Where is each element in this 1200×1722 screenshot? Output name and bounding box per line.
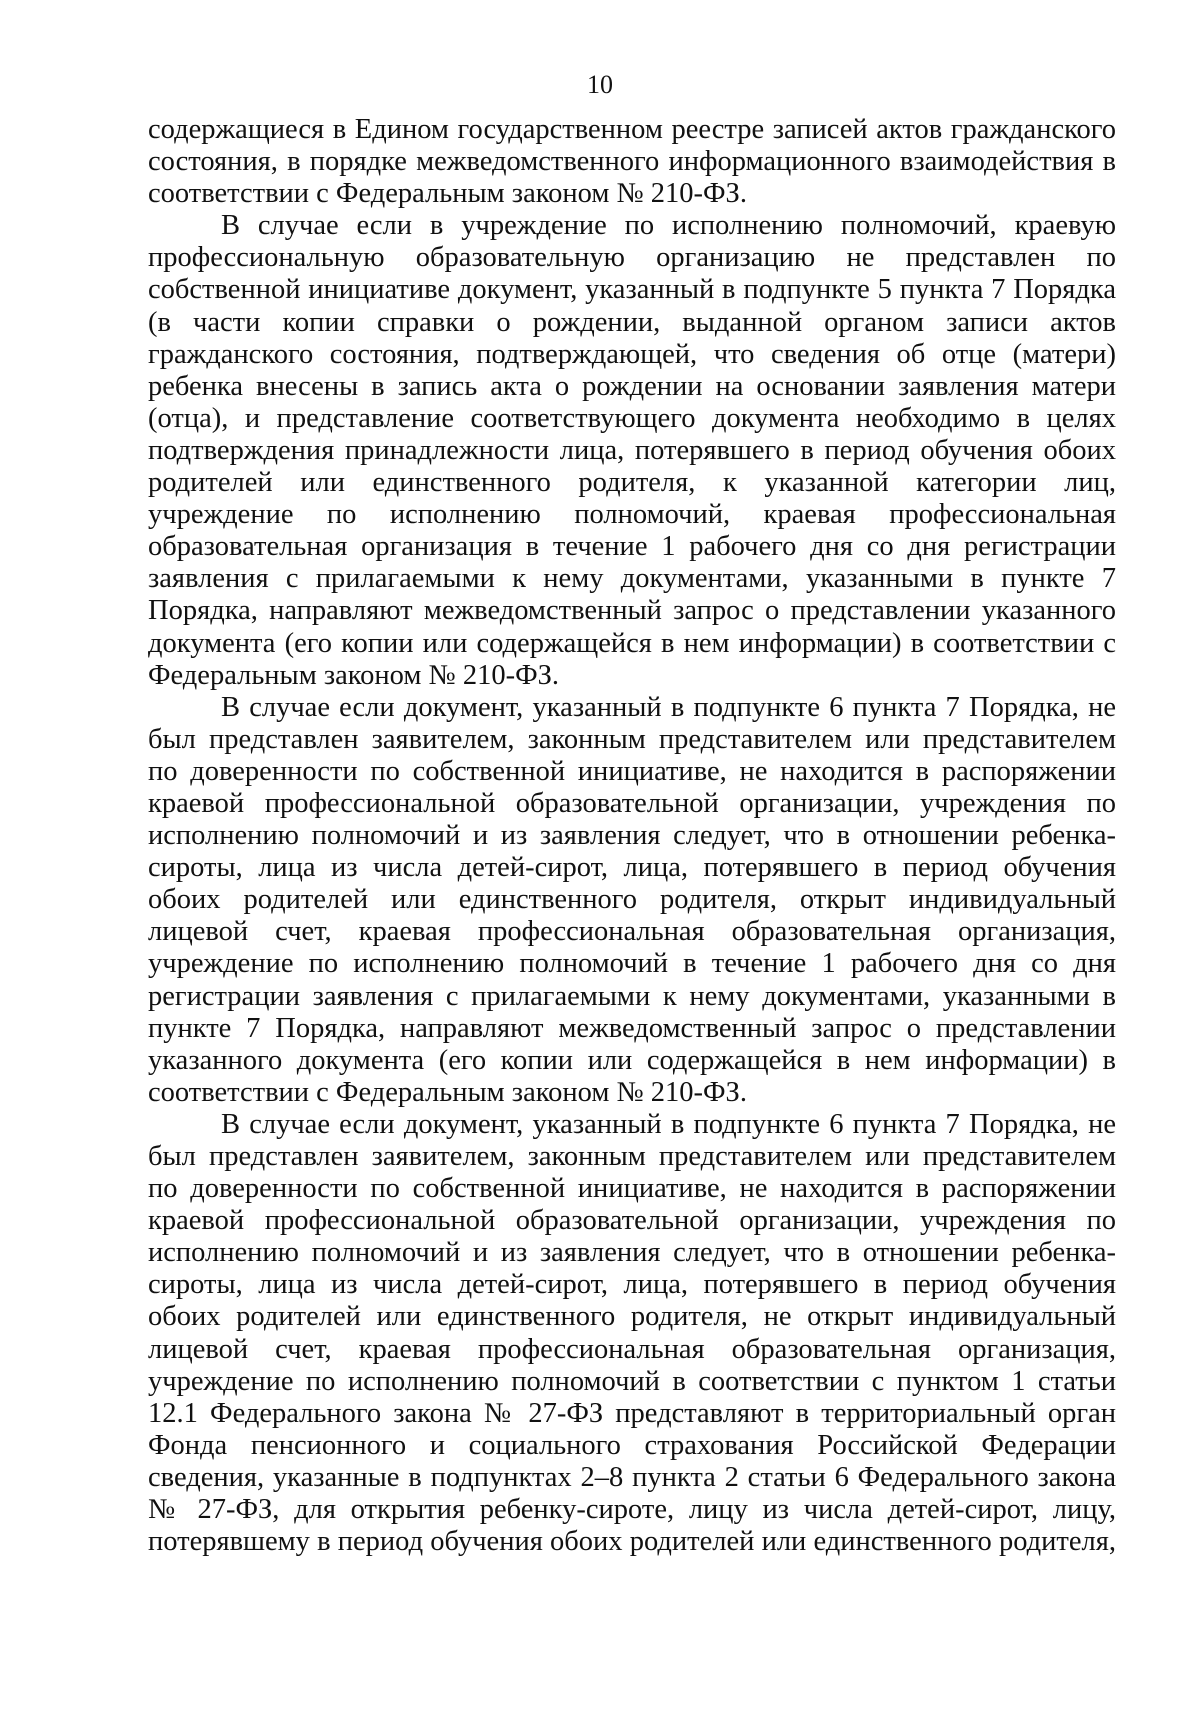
paragraph-account-opened: В случае если документ, указанный в подпункте 6 пункта 7 Порядка, не был представлен заявителем, законным представителем или представителем по доверенности по собственной инициативе, не находится в распоряжении краевой профессиональной образовательной организации, учреждения по исполнению полномочий и из заявления следует, что в отношении ребенка-сироты, лица из числа детей-сирот, лица, потерявшего в период обучения обоих родителей или единственного родителя, открыт индивидуальный лицевой счет, краевая профессиональная образовательная организация, учреждение по исполнению полномочий в течение 1 рабочего дня со дня регистрации заявления с прилагаемыми к нему документами, указанными в пункте 7 Порядка, направляют межведомственный запрос о представлении указанного документа (его копии или содержащейся в нем информации) в соответствии с Федеральным законом № 210-ФЗ. xyxy=(148,691,1116,1108)
page-number: 10 xyxy=(587,70,613,99)
paragraph-birth-certificate-request: В случае если в учреждение по исполнению полномочий, краевую профессиональную образовательную организацию не представлен по собственной инициативе документ, указанный в подпункте 5 пункта 7 Порядка (в части копии справки о рождении, выданной органом записи актов гражданского состояния, подтверждающей, что сведения об отце (матери) ребенка внесены в запись акта о рождении на основании заявления матери (отца), и представление соответствующего документа необходимо в целях подтверждения принадлежности лица, потерявшего в период обучения обоих родителей или единственного родителя, к указанной категории лиц, учреждение по исполнению полномочий, краевая профессиональная образовательная организация в течение 1 рабочего дня со дня регистрации заявления с прилагаемыми к нему документами, указанными в пункте 7 Порядка, направляют межведомственный запрос о представлении указанного документа (его копии или содержащейся в нем информации) в соответствии с Федеральным законом № 210-ФЗ. xyxy=(148,210,1116,691)
paragraph-account-not-opened: В случае если документ, указанный в подпункте 6 пункта 7 Порядка, не был представлен заявителем, законным представителем или представителем по доверенности по собственной инициативе, не находится в распоряжении краевой профессиональной образовательной организации, учреждения по исполнению полномочий и из заявления следует, что в отношении ребенка-сироты, лица из числа детей-сирот, лица, потерявшего в период обучения обоих родителей или единственного родителя, не открыт индивидуальный лицевой счет, краевая профессиональная образовательная организация, учреждение по исполнению полномочий в соответствии с пунктом 1 статьи 12.1 Федерального закона № 27-ФЗ представляют в территориальный орган Фонда пенсионного и социального страхования Российской Федерации сведения, указанные в подпунктах 2–8 пункта 2 статьи 6 Федерального закона № 27-ФЗ, для открытия ребенку-сироте, лицу из числа детей-сирот, лицу, потерявшему в период обучения обоих родителей или единственного родителя, xyxy=(148,1108,1116,1558)
document-body xyxy=(148,114,1116,1558)
paragraph-continuation: содержащиеся в Едином государственном реестре записей актов гражданского состояния, в порядке межведомственного информационного взаимодействия в соответствии с Федеральным законом № 210-ФЗ. xyxy=(148,114,1116,210)
